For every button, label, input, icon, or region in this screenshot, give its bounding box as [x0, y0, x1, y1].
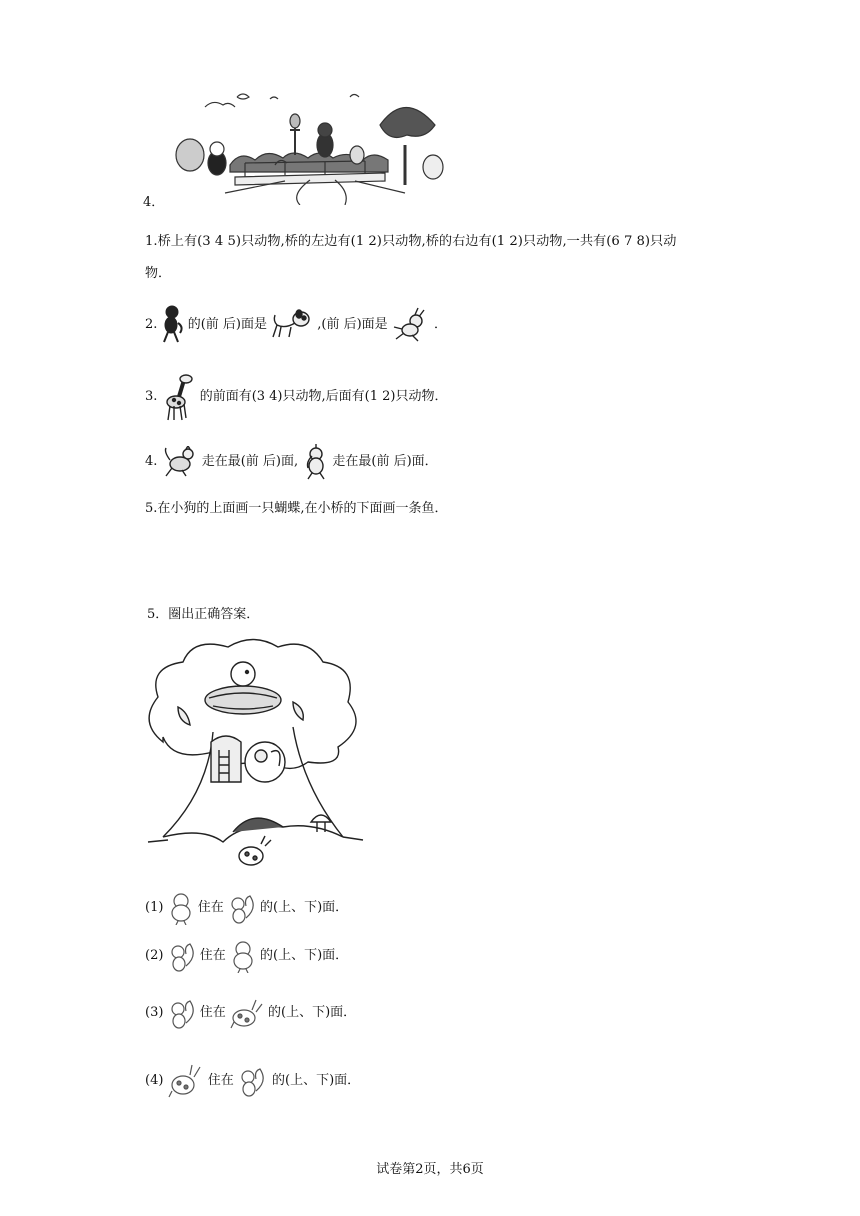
mouse-icon [230, 996, 264, 1030]
question-5-title: 5．圈出正确答案． [147, 607, 260, 622]
squirrel-icon [168, 938, 196, 974]
bridge-scene-illustration [165, 85, 455, 205]
q4-line3-text: 的前面有(3 4)只动物,后面有(1 2)只动物． [199, 389, 448, 404]
q5-item-end: 的(上、下)面． [260, 900, 349, 915]
q4-line1-continued: 物． [145, 266, 172, 281]
squirrel-icon [228, 890, 256, 926]
squirrel-icon [238, 1063, 268, 1099]
q5-item-3 [145, 995, 356, 1031]
q5-item-num: (3) [145, 1005, 164, 1020]
q4-line3-number: 3. [145, 389, 158, 404]
q5-item-num: (2) [145, 948, 164, 963]
monkey-icon [160, 305, 184, 345]
q5-item-mid: 住在 [199, 948, 226, 963]
q5-item-num: (4) [145, 1073, 164, 1088]
q4-line2 [145, 305, 447, 345]
page-footer: 试卷第2页，共6页 [376, 1162, 484, 1177]
tree-house-illustration [143, 632, 373, 872]
rabbit-icon [392, 307, 430, 343]
chick-icon [230, 939, 256, 973]
giraffe-icon [162, 372, 196, 422]
rooster-icon [162, 446, 198, 478]
q5-item-mid: 住在 [197, 900, 224, 915]
q5-item-end: 的(上、下)面． [272, 1073, 361, 1088]
dog-icon [271, 309, 313, 341]
q5-item-mid: 住在 [207, 1073, 234, 1088]
q4-line5: 5.在小狗的上面画一只蝴蝶,在小桥的下面画一条鱼． [145, 501, 448, 516]
q5-item-1 [145, 890, 348, 926]
q4-line4-text-b: 走在最(前 后)面． [332, 454, 438, 469]
q5-item-4 [145, 1063, 360, 1099]
elephant-icon [302, 444, 328, 480]
chick-icon [168, 891, 194, 925]
q5-item-2 [145, 938, 348, 974]
q4-line1: 1.桥上有(3 4 5)只动物,桥的左边有(1 2)只动物,桥的右边有(1 2)只动物,一共有(6 7 8)只动 [145, 234, 677, 249]
mouse-icon [168, 1063, 204, 1099]
q4-line2-text-c: ． [433, 317, 447, 332]
q4-line2-text-b: ,(前 后)面是 [317, 317, 388, 332]
squirrel-icon [168, 995, 196, 1031]
q4-line2-text-a: 的(前 后)面是 [187, 317, 267, 332]
q4-line4-number: 4. [145, 454, 158, 469]
question-4-number: 4． [143, 195, 165, 210]
q4-line4 [145, 444, 438, 480]
q5-item-num: (1) [145, 900, 164, 915]
q4-line2-number: 2. [145, 317, 158, 332]
q4-line4-text-a: 走在最(前 后)面, [201, 454, 299, 469]
q5-item-mid: 住在 [199, 1005, 226, 1020]
q5-item-end: 的(上、下)面． [260, 948, 349, 963]
q4-line3 [145, 372, 447, 422]
q5-item-end: 的(上、下)面． [268, 1005, 357, 1020]
